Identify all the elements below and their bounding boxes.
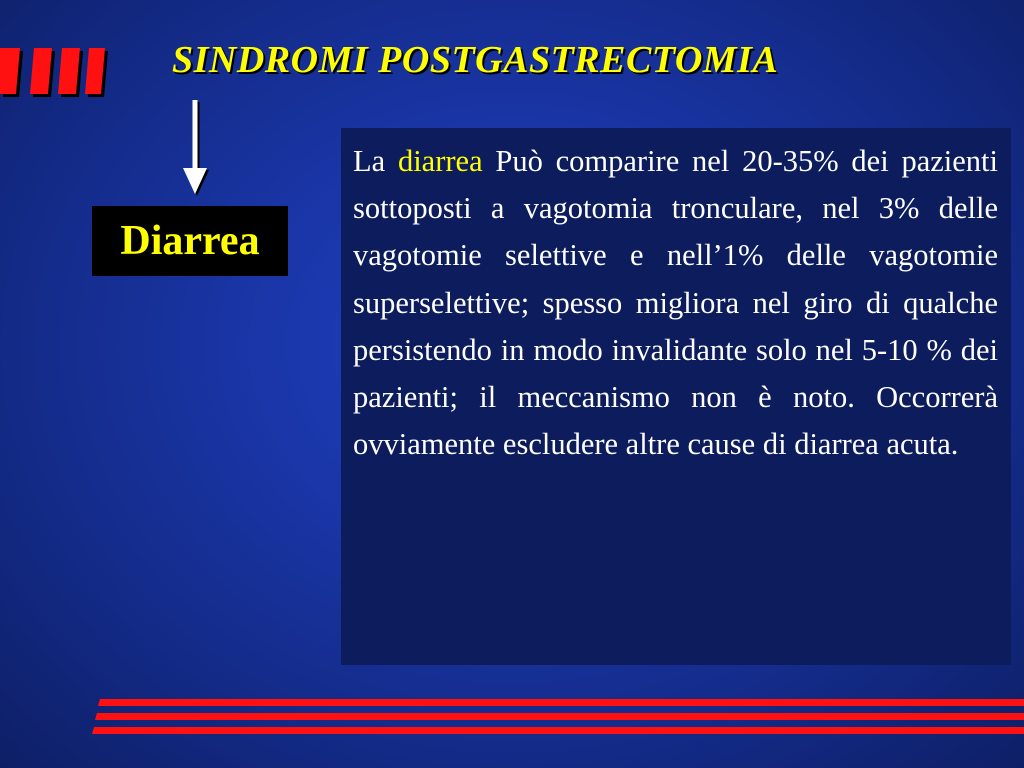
- topic-label-box: [92, 206, 288, 276]
- paragraph-intro: La: [353, 144, 398, 178]
- red-lines-decoration-icon: [92, 696, 1024, 740]
- logo-bars-icon: [0, 44, 110, 98]
- slide-title: SINDROMI POSTGASTRECTOMIA: [172, 39, 779, 81]
- body-paragraph: [353, 138, 998, 468]
- text-panel: [341, 128, 1011, 665]
- paragraph-body: Può comparire nel 20-35% dei pazienti sottoposti a vagotomia tronculare, nel 3% delle vagotomie selettive e nell’1% delle vagotomie superselettive; spesso migliora nel giro di qualche persistendo in modo invalidante solo nel 5-10 % dei pazienti; il meccanismo non è noto. Occorrerà ovviamente escludere altre cause di diarrea acuta.: [353, 144, 998, 462]
- highlighted-term: diarrea: [397, 144, 483, 178]
- topic-label: Diarrea: [120, 218, 260, 264]
- arrow-down-icon: [178, 100, 214, 198]
